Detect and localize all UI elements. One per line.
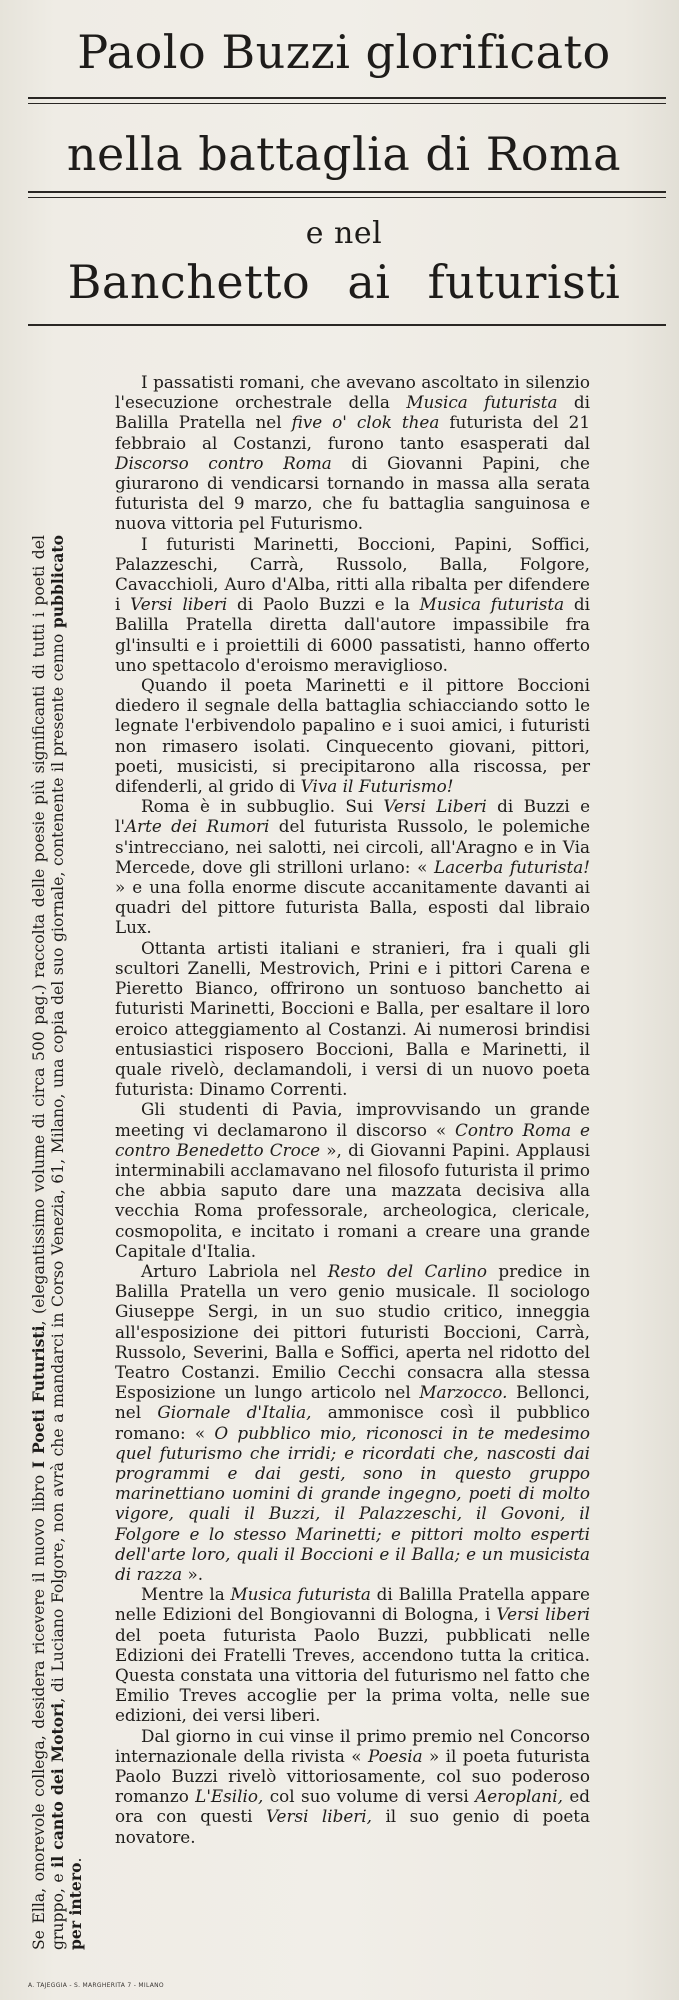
paragraph-8: Mentre la Musica futurista di Balilla Pratella appare nelle Edizioni del Bongiovanni di Bologna, i Versi liberi del poeta futurista Paolo Buzzi, pubblicati nelle Edizioni dei Fratelli Treves, accendono tutta la critica. Questa constata una vittoria del futurismo nel fatto che Emilio Treves accoglie per la prima volta, nelle sue edizioni, dei versi liberi. [115, 1584, 591, 1726]
rule-top [28, 97, 666, 99]
rule-top-thin [28, 103, 666, 104]
sidebar-book-title: I Poeti Futuristi [29, 1325, 48, 1469]
paragraph-5: Ottanta artisti italiani e stranieri, fra i quali gli scultori Zanelli, Mestrovich, Prini e i pittori Carena e Pieretto Bianco, offrirono un sontuoso banchetto ai futuristi Marinetti, Boccioni e Balla, per esaltare il loro eroico atteggiamento al Costanzi. Ai numerosi brindisi entusiastici risposero Boccioni, Balla e Marinetti, il quale rivelò, declamandoli, i versi di un nuovo poeta futurista: Dinamo Correnti. [115, 937, 590, 1100]
paragraph-9: Dal giorno in cui vinse il primo premio nel Concorso internazionale della rivista « Poesia » il poeta futurista Paolo Buzzi rivelò vittoriosamente, col suo poderoso romanzo L'Esilio, col suo volume di versi Aeroplani, ed ora con questi Versi liberi, il suo genio di poeta novatore. [115, 1725, 590, 1847]
vertical-sidebar-notice [30, 535, 85, 1950]
headline-line-3: e nel [305, 216, 383, 251]
sidebar-text: Se Ella, onorevole collega, desidera ricevere il nuovo libro [30, 1468, 48, 1950]
paragraph-4: Roma è in subbuglio. Sui Versi Liberi di Buzzi e l'Arte dei Rumori del futurista Russolo, le polemiche s'intrecciano, nei salotti, nei circoli, all'Aragno e in Via Mercede, dove gli strilloni urlano: « Lacerba futurista! » e una folla enorme discute accanitamente davanti ai quadri del pittore futurista Balla, esposti dal libraio Lux. [115, 796, 591, 938]
sidebar-book-title-2: il canto dei Motori [47, 1702, 67, 1868]
article-body [115, 372, 590, 1847]
sidebar-text: . [67, 1857, 85, 1863]
headline-line-4: Banchetto ai futuristi [67, 255, 621, 309]
printer-imprint: A. TAJEGGIA - S. MARGHERITA 7 - MILANO [28, 1982, 164, 1989]
sidebar-text: , (elegantissimo volume di circa 500 pag.) raccolta delle poesie più significanti di tutti i poeti del gruppo, e [30, 535, 67, 1950]
sidebar-emphasis: pubblicato per intero [47, 535, 85, 1950]
headline-line-1: Paolo Buzzi glorificato [77, 25, 611, 79]
paragraph-2: I futuristi Marinetti, Boccioni, Papini, Soffici, Palazzeschi, Carrà, Russolo, Balla, Folgore, Cavacchioli, Auro d'Alba, ritti alla ribalta per difendere i Versi liberi di Paolo Buzzi e la Musica futurista di Balilla Pratella diretta dall'autore impassibile fra gl'insulti e i proiettili di 6000 passatisti, hanno offerto uno spettacolo d'eroismo meraviglioso. [115, 533, 591, 675]
rule-middle [28, 191, 666, 193]
rule-middle-thin [28, 197, 666, 198]
paragraph-1: I passatisti romani, che avevano ascoltato in silenzio l'esecuzione orchestrale della Musica futurista di Balilla Pratella nel five o' clok thea futurista del 21 febbraio al Costanzi, furono tanto esasperati dal Discorso contro Roma di Giovanni Papini, che giurarono di vendicarsi tornando in massa alla serata futurista del 9 marzo, che fu battaglia sanguinosa e nuova vittoria pel Futurismo. [115, 372, 590, 534]
sidebar-text: , di Luciano Folgore, non avrà che a mandarci in Corso Venezia, 61, Milano, una copia del suo giornale, contenente il presente cenno [48, 628, 67, 1703]
paragraph-3: Quando il poeta Marinetti e il pittore Boccioni diedero il segnale della battaglia schiacciando sotto le legnate l'erbivendolo papalino e i suoi amici, i futuristi non rimasero isolati. Cinquecento giovani, pittori, poeti, musicisti, si precipitarono alla riscossa, per difenderli, al grido di Viva il Futurismo! [115, 675, 590, 797]
headline-line-2: nella battaglia di Roma [66, 127, 622, 181]
rule-bottom [28, 324, 666, 326]
paragraph-7: Arturo Labriola nel Resto del Carlino predice in Balilla Pratella un vero genio musicale. Il sociologo Giuseppe Sergi, in un suo studio critico, inneggia all'esposizione dei pittori futuristi Boccioni, Carrà, Russolo, Severini, Balla e Soffici, aperta nel ridotto del Teatro Costanzi. Emilio Cecchi consacra alla stessa Esposizione un lungo articolo nel Marzocco. Bellonci, nel Giornale d'Italia, ammonisce così il pubblico romano: « O pubblico mio, riconosci in te medesimo quel futurismo che irridi; e ricordati che, nascosti dai programmi e dai gesti, sono in questo gruppo marinettiano uomini di grande ingegno, poeti di molto vigore, quali il Buzzi, il Palazzeschi, il Govoni, il Folgore e lo stesso Marinetti; e pittori molto esperti dell'arte loro, quali il Boccioni e il Balla; e un musicista di razza ». [115, 1260, 591, 1584]
paragraph-6: Gli studenti di Pavia, improvvisando un grande meeting vi declamarono il discorso « Contro Roma e contro Benedetto Croce », di Giovanni Papini. Applausi interminabili acclamavano nel filosofo futurista il primo che abbia saputo dare una mazzata decisiva alla vecchia Roma professorale, archeologica, clericale, cosmopolita, e incitato i romani a creare una grande Capitale d'Italia. [115, 1099, 590, 1261]
